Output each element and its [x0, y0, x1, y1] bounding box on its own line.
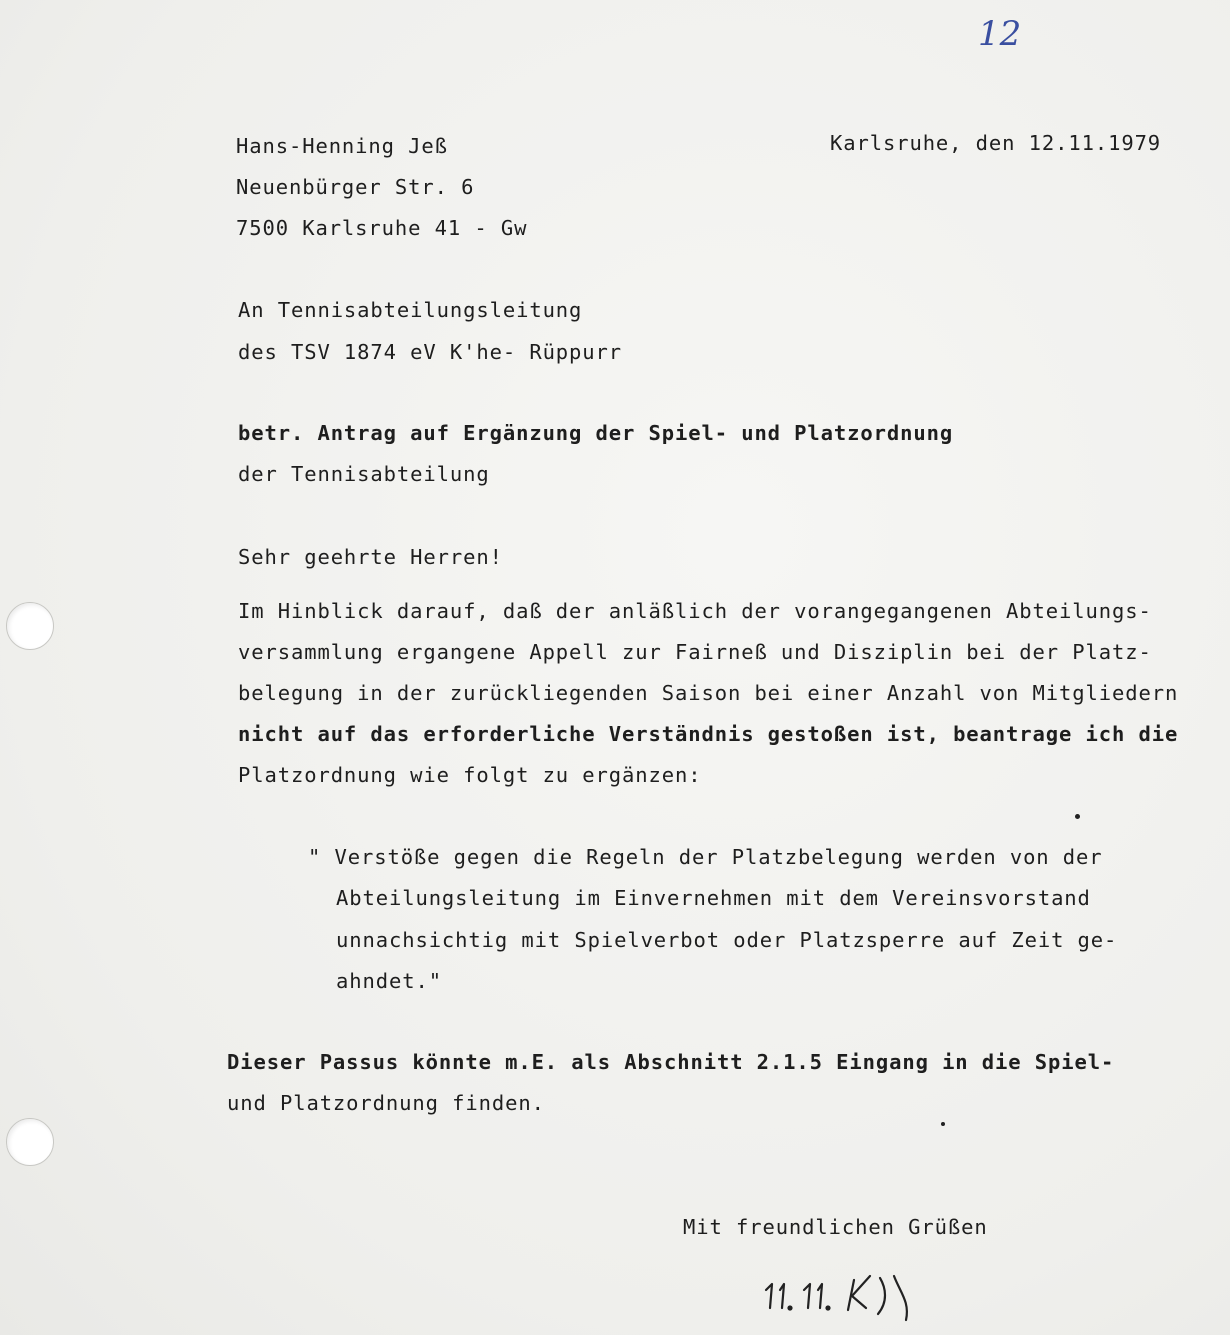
sender-city: 7500 Karlsruhe 41 - Gw — [236, 216, 528, 240]
closing-greeting: Mit freundlichen Grüßen — [683, 1215, 988, 1239]
ink-speck — [1075, 814, 1080, 819]
subject-line-1: betr. Antrag auf Ergänzung der Spiel- und Platzordnung — [238, 421, 954, 445]
quote-line-2: Abteilungsleitung im Einvernehmen mit dem Vereinsvorstand — [336, 886, 1091, 910]
ink-speck — [941, 1122, 945, 1126]
sender-street: Neuenbürger Str. 6 — [236, 175, 475, 199]
body-line-3: belegung in der zurückliegenden Saison bei einer Anzahl von Mitgliedern — [238, 681, 1179, 705]
salutation: Sehr geehrte Herren! — [238, 545, 503, 569]
body-line-2: versammlung ergangene Appell zur Fairneß und Disziplin bei der Platz- — [238, 640, 1152, 664]
body-line-1: Im Hinblick darauf, daß der anläßlich der vorangegangenen Abteilungs- — [238, 599, 1152, 623]
body-line-4: nicht auf das erforderliche Verständnis gestoßen ist, beantrage ich die — [238, 722, 1179, 746]
date-line: Karlsruhe, den 12.11.1979 — [830, 131, 1162, 155]
quote-line-3: unnachsichtig mit Spielverbot oder Platzsperre auf Zeit ge- — [336, 928, 1118, 952]
recipient-line-2: des TSV 1874 eV K'he- Rüppurr — [238, 340, 623, 364]
punch-hole-upper — [6, 602, 54, 650]
closing-paragraph-line-2: und Platzordnung finden. — [227, 1091, 545, 1115]
quote-line-1: " Verstöße gegen die Regeln der Platzbelegung werden von der — [308, 845, 1103, 869]
body-line-5: Platzordnung wie folgt zu ergänzen: — [238, 763, 702, 787]
punch-hole-lower — [6, 1118, 54, 1166]
handwritten-signature — [760, 1268, 930, 1328]
closing-paragraph-line-1: Dieser Passus könnte m.E. als Abschnitt 2.1.5 Eingang in die Spiel- — [227, 1050, 1115, 1074]
subject-line-2: der Tennisabteilung — [238, 462, 490, 486]
recipient-line-1: An Tennisabteilungsleitung — [238, 298, 583, 322]
quote-line-4: ahndet." — [336, 969, 442, 993]
folio-number: 12 — [978, 14, 1022, 54]
sender-name: Hans-Henning Jeß — [236, 134, 448, 158]
